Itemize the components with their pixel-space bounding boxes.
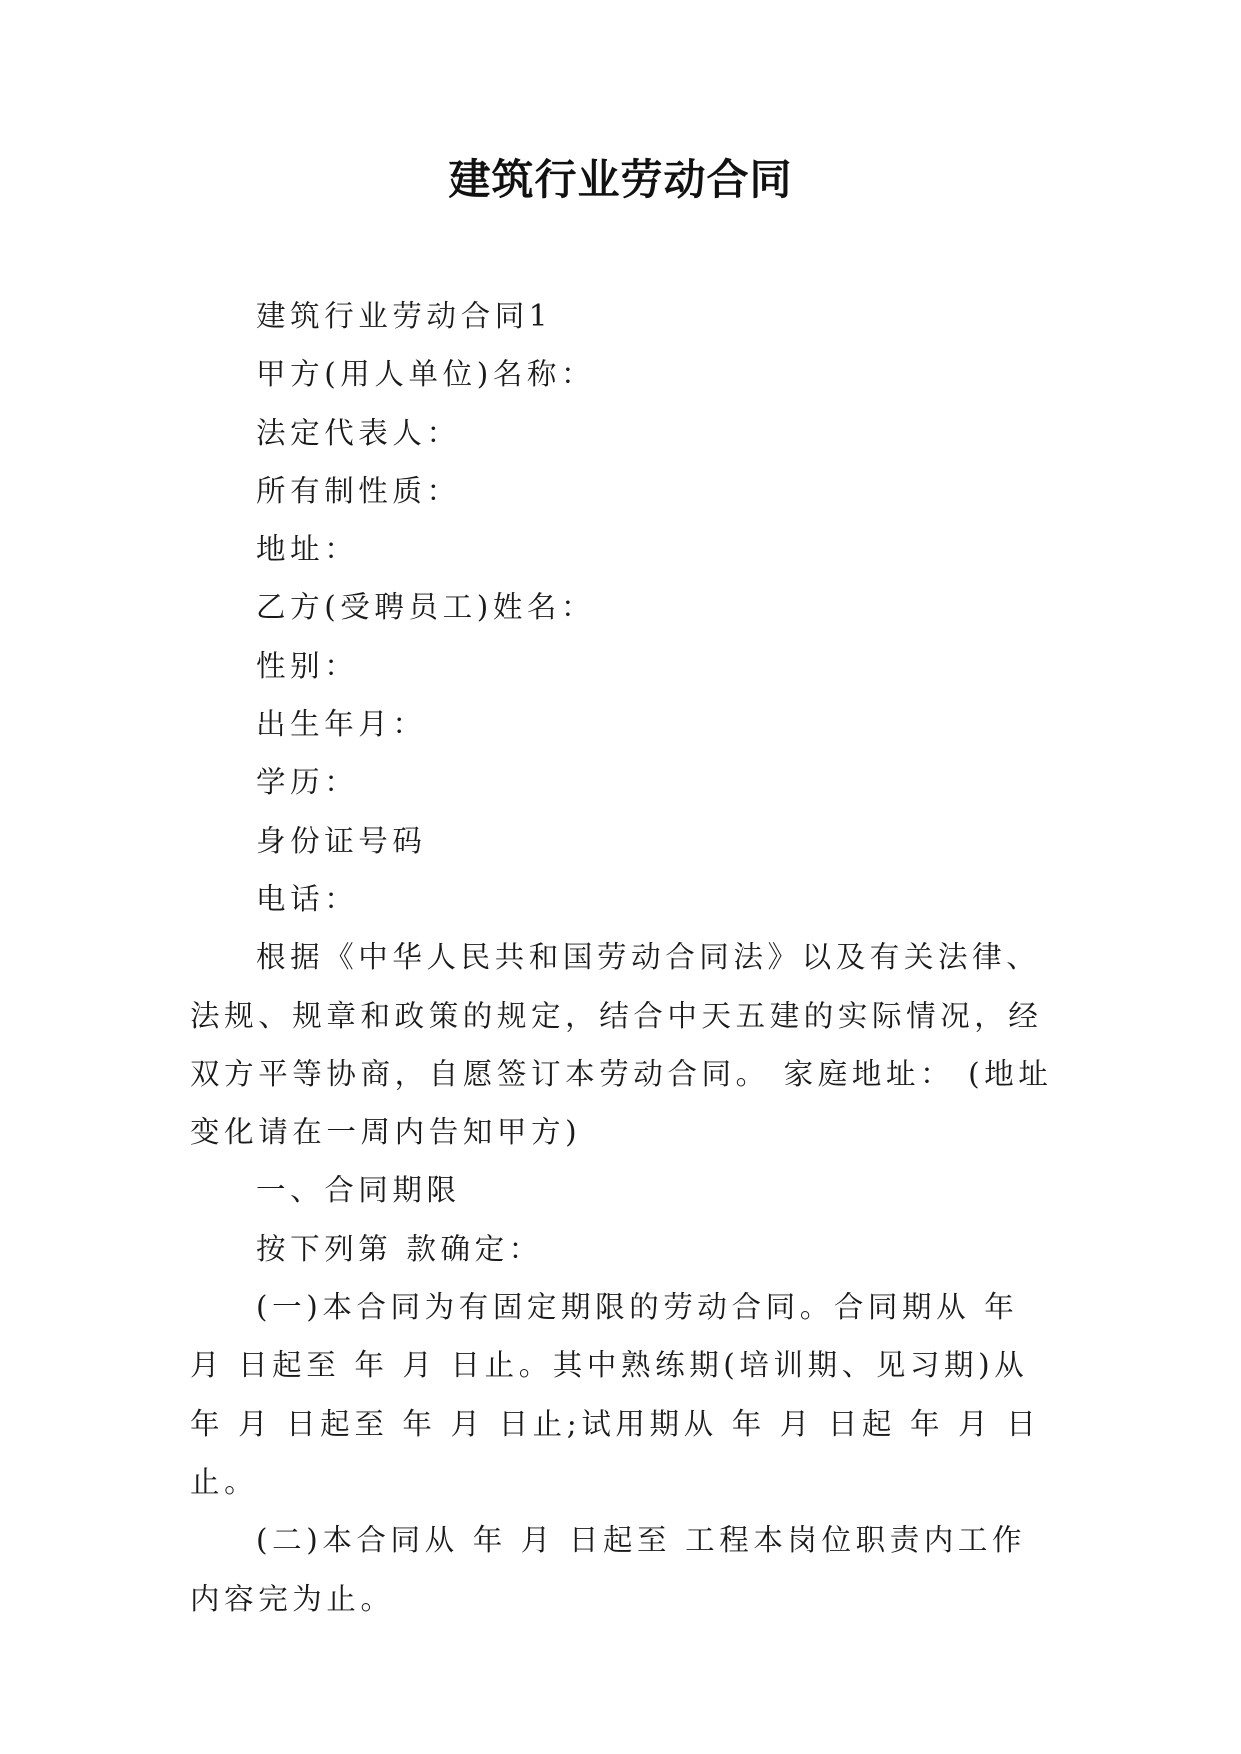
document-body (190, 287, 1058, 1628)
paragraph-party-a-name: 甲方(用人单位)名称： (256, 357, 596, 392)
paragraph-party-b-name: 乙方(受聘员工)姓名： (256, 590, 596, 625)
paragraph-gender: 性别： (256, 648, 359, 683)
paragraph-id-number: 身份证号码 (256, 823, 427, 858)
paragraph-preamble: 根据《中华人民共和国劳动合同法》以及有关法律、法规、规章和政策的规定，结合中天五建的实际情况，经双方平等协商，自愿签订本劳动合同。 家庭地址： (地址变化请在一周内告知甲方) (190, 940, 1053, 1150)
paragraph-ownership-nature: 所有制性质： (256, 473, 461, 508)
paragraph-fixed-term: (一)本合同为有固定期限的劳动合同。合同期从 年 月 日起至 年 月 日止。其中熟练期(培训期、见习期)从 年 月 日起至 年 月 日止;试用期从 年 月 日起 年 月 日止。 (190, 1290, 1043, 1499)
paragraph-phone: 电话： (256, 881, 359, 916)
paragraph-project-term: (二)本合同从 年 月 日起至 工程本岗位职责内工作内容完为止。 (190, 1523, 1027, 1616)
section-heading-contract-term: 一、合同期限 (256, 1173, 461, 1208)
paragraph-term-selection: 按下列第 款确定： (256, 1231, 543, 1266)
document-title: 建筑行业劳动合同 (448, 155, 793, 204)
paragraph-address: 地址： (256, 532, 359, 567)
paragraph-contract-number: 建筑行业劳动合同1 (256, 299, 553, 333)
paragraph-birth-date: 出生年月： (256, 707, 427, 742)
paragraph-legal-representative: 法定代表人： (256, 415, 461, 450)
paragraph-education: 学历： (256, 765, 359, 800)
